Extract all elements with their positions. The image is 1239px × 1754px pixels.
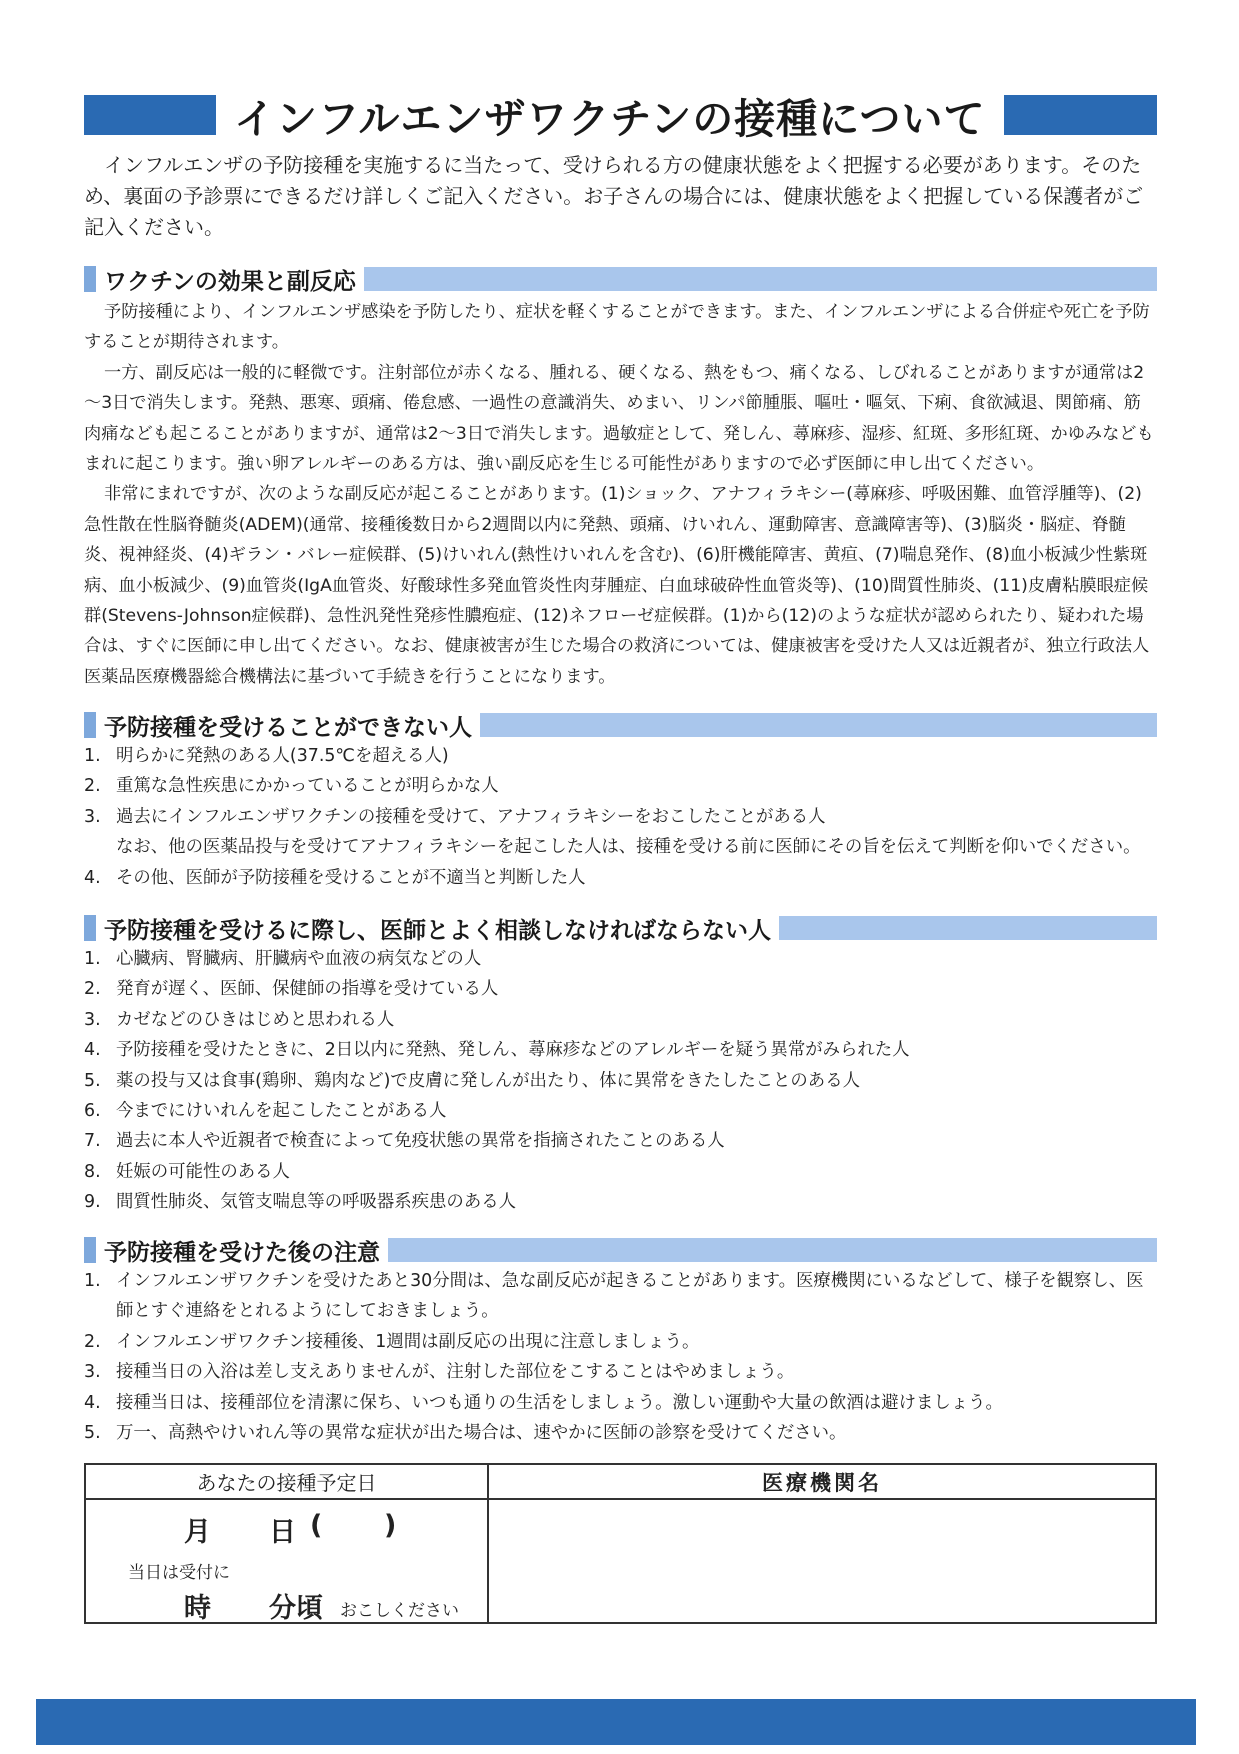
list-item (84, 1327, 1157, 1357)
consult-list (84, 944, 1157, 1218)
list-item (84, 1035, 1157, 1065)
list-item (84, 802, 1157, 832)
list-item (84, 1066, 1157, 1096)
list-item (84, 1418, 1157, 1448)
list-item (84, 974, 1157, 1004)
section-bar (364, 267, 1157, 291)
paren-close: ) (384, 1510, 397, 1541)
item-text: インフルエンザワクチン接種後、1週間は副反応の出現に注意しましょう。 (116, 1331, 700, 1352)
cannot-list (84, 741, 1157, 893)
come-note: おこしください (340, 1601, 459, 1621)
item-text: 過去にインフルエンザワクチンの接種を受けて、アナフィラキシーをおこしたことがある人 (116, 806, 826, 827)
list-item (84, 1388, 1157, 1418)
footer-bar (36, 1699, 1196, 1745)
title-bar-right (1004, 95, 1158, 135)
list-item (84, 1187, 1157, 1217)
list-item (84, 1157, 1157, 1187)
item-text: 薬の投与又は食事(鶏卵、鶏肉など)で皮膚に発しんが出たり、体に異常をきたしたことのある人 (116, 1070, 860, 1091)
item-number: 8. (84, 1161, 101, 1182)
list-item (84, 863, 1157, 893)
item-text: 過去に本人や近親者で検査によって免疫状態の異常を指摘されたことのある人 (116, 1131, 725, 1152)
appointment-date-body (86, 1500, 487, 1622)
item-number: 1. (84, 949, 101, 969)
section-marker (84, 712, 96, 738)
item-number: 3. (84, 1362, 101, 1383)
effects-paragraph: 予防接種により、インフルエンザ感染を予防したり、症状を軽くすることができます。また、インフルエンザによる合併症や死亡を予防することが期待されます。 (84, 302, 1150, 353)
item-number: 2. (84, 776, 101, 797)
item-number: 3. (84, 1009, 101, 1030)
item-note: なお、他の医薬品投与を受けてアナフィラキシーを起こした人は、接種を受ける前に医師にその旨を伝えて判断を仰いでください。 (116, 837, 1141, 858)
item-text: 発育が遅く、医師、保健師の指導を受けている人 (116, 979, 499, 1000)
effects-body (84, 297, 1167, 692)
section-marker (84, 915, 96, 941)
appointment-date-header: あなたの接種予定日 (86, 1465, 487, 1500)
item-number: 4. (84, 1392, 101, 1413)
item-number: 1. (84, 746, 101, 766)
list-item (84, 741, 1157, 771)
section-title: 予防接種を受けるに際し、医師とよく相談しなければならない人 (104, 917, 771, 944)
clinic-name-field (489, 1500, 1155, 1622)
item-number: 4. (84, 867, 101, 888)
appointment-box (84, 1463, 1157, 1624)
clinic-column (489, 1465, 1155, 1622)
item-text: カゼなどのひきはじめと思われる人 (116, 1009, 395, 1030)
minute-label: 分頃 (269, 1593, 323, 1624)
item-number: 7. (84, 1131, 101, 1152)
item-text: その他、医師が予防接種を受けることが不適当と判断した人 (116, 867, 586, 888)
item-text: 明らかに発熱のある人(37.5℃を超える人) (116, 746, 449, 766)
clinic-name-header: 医療機関名 (489, 1465, 1155, 1500)
item-text: 間質性肺炎、気管支喘息等の呼吸器系疾患のある人 (116, 1192, 516, 1213)
section-title: ワクチンの効果と副反応 (104, 268, 356, 295)
intro-text: インフルエンザの予防接種を実施するに当たって、受けられる方の健康状態をよく把握する必要があります。そのため、裏面の予診票にできるだけ詳しくご記入ください。お子さんの場合には、健康状態をよく把握している保護者がご記入ください。 (84, 153, 1144, 239)
item-text: 接種当日の入浴は差し支えありませんが、注射した部位をこすることはやめましょう。 (116, 1362, 795, 1383)
after-list (84, 1266, 1157, 1448)
item-text: 重篤な急性疾患にかかっていることが明らかな人 (116, 776, 499, 797)
section-bar (388, 1238, 1157, 1262)
section-title: 予防接種を受けた後の注意 (104, 1239, 380, 1266)
item-text: 心臓病、腎臓病、肝臓病や血液の病気などの人 (116, 949, 482, 969)
item-text: 今までにけいれんを起こしたことがある人 (116, 1101, 447, 1122)
item-number: 5. (84, 1070, 101, 1091)
reception-note: 当日は受付に (128, 1563, 230, 1583)
section-header-after (84, 1236, 1157, 1264)
section-bar (480, 713, 1157, 737)
item-number: 9. (84, 1192, 101, 1213)
item-number: 2. (84, 979, 101, 1000)
section-header-consult (84, 914, 1157, 942)
list-item (84, 771, 1157, 801)
item-text: 妊娠の可能性のある人 (116, 1161, 290, 1182)
appointment-date-column (86, 1465, 489, 1622)
item-number: 5. (84, 1423, 101, 1444)
hour-label: 時 (184, 1593, 211, 1624)
list-item (84, 1096, 1157, 1126)
item-number: 4. (84, 1040, 101, 1061)
effects-paragraph: 非常にまれですが、次のような副反応が起こることがあります。(1)ショック、アナフィラキシー(蕁麻疹、呼吸困難、血管浮腫等)、(2)急性散在性脳脊髄炎(ADEM)(通常、接種後数日から2週間以内に発熱、頭痛、けいれん、運動障害、意識障害等)、(3)脳炎・脳症、脊髄炎、視神経炎、(4)ギラン・バレー症候群、(5)けいれん(熱性けいれんを含む)、(6)肝機能障害、黄疸、(7)喘息発作、(8)血小板減少性紫斑病、血小板減少、(9)血管炎(IgA血管炎、好酸球性多発血管炎性肉芽腫症、白血球破砕性血管炎等)、(10)間質性肺炎、(11)皮膚粘膜眼症候群(Stevens-Johnson症候群)、急性汎発性発疹性膿疱症、(12)ネフローゼ症候群。(1)から(12)のような症状が認められたり、疑われた場合は、すぐに医師に申し出てください。なお、健康被害が生じた場合の救済については、健康被害を受けた人又は近親者が、独立行政法人 医薬品医療機器総合機構法に基づいて手続きを行うことになります。 (84, 484, 1167, 687)
list-item (84, 1126, 1157, 1156)
list-item (84, 1266, 1157, 1327)
day-label: 日 (269, 1517, 296, 1548)
section-title: 予防接種を受けることができない人 (104, 714, 472, 741)
item-text: 接種当日は、接種部位を清潔に保ち、いつも通りの生活をしましょう。激しい運動や大量の飲酒は避けましょう。 (116, 1392, 1003, 1413)
title-bar-left (84, 95, 216, 135)
page-title: インフルエンザワクチンの接種について (234, 94, 986, 143)
section-header-effects (84, 265, 1157, 293)
list-item (84, 1005, 1157, 1035)
item-text: 予防接種を受けたときに、2日以内に発熱、発しん、蕁麻疹などのアレルギーを疑う異常がみられた人 (116, 1040, 910, 1061)
section-marker (84, 1237, 96, 1263)
month-label: 月 (184, 1517, 211, 1548)
list-item (84, 944, 1157, 974)
section-marker (84, 266, 96, 292)
section-bar (779, 916, 1157, 940)
paren-open: ( (310, 1510, 323, 1541)
effects-paragraph: 一方、副反応は一般的に軽微です。注射部位が赤くなる、腫れる、硬くなる、熱をもつ、痛くなる、しびれることがありますが通常は2～3日で消失します。発熱、悪寒、頭痛、倦怠感、一過性の意識消失、めまい、リンパ節腫脹、嘔吐・嘔気、下痢、食欲減退、関節痛、筋肉痛なども起こることがありますが、通常は2～3日で消失します。過敏症として、発しん、蕁麻疹、湿疹、紅斑、多形紅斑、かゆみなどもまれに起こります。強い卵アレルギーのある方は、強い副反応を生じる可能性がありますので必ず医師に申し出てください。 (84, 362, 1154, 475)
item-number: 3. (84, 806, 101, 827)
list-item (84, 1357, 1157, 1387)
item-text: 万一、高熱やけいれん等の異常な症状が出た場合は、速やかに医師の診察を受けてください。 (116, 1423, 847, 1444)
title-row (84, 90, 1157, 143)
item-number: 6. (84, 1101, 101, 1122)
section-header-cannot (84, 711, 1157, 739)
item-number: 1. (84, 1271, 101, 1291)
item-text: インフルエンザワクチンを受けたあと30分間は、急な副反応が起きることがあります。医療機関にいるなどして、様子を観察し、医師とすぐ連絡をとれるようにしておきましょう。 (116, 1271, 1144, 1322)
list-item-note (84, 832, 1157, 862)
item-number: 2. (84, 1331, 101, 1352)
